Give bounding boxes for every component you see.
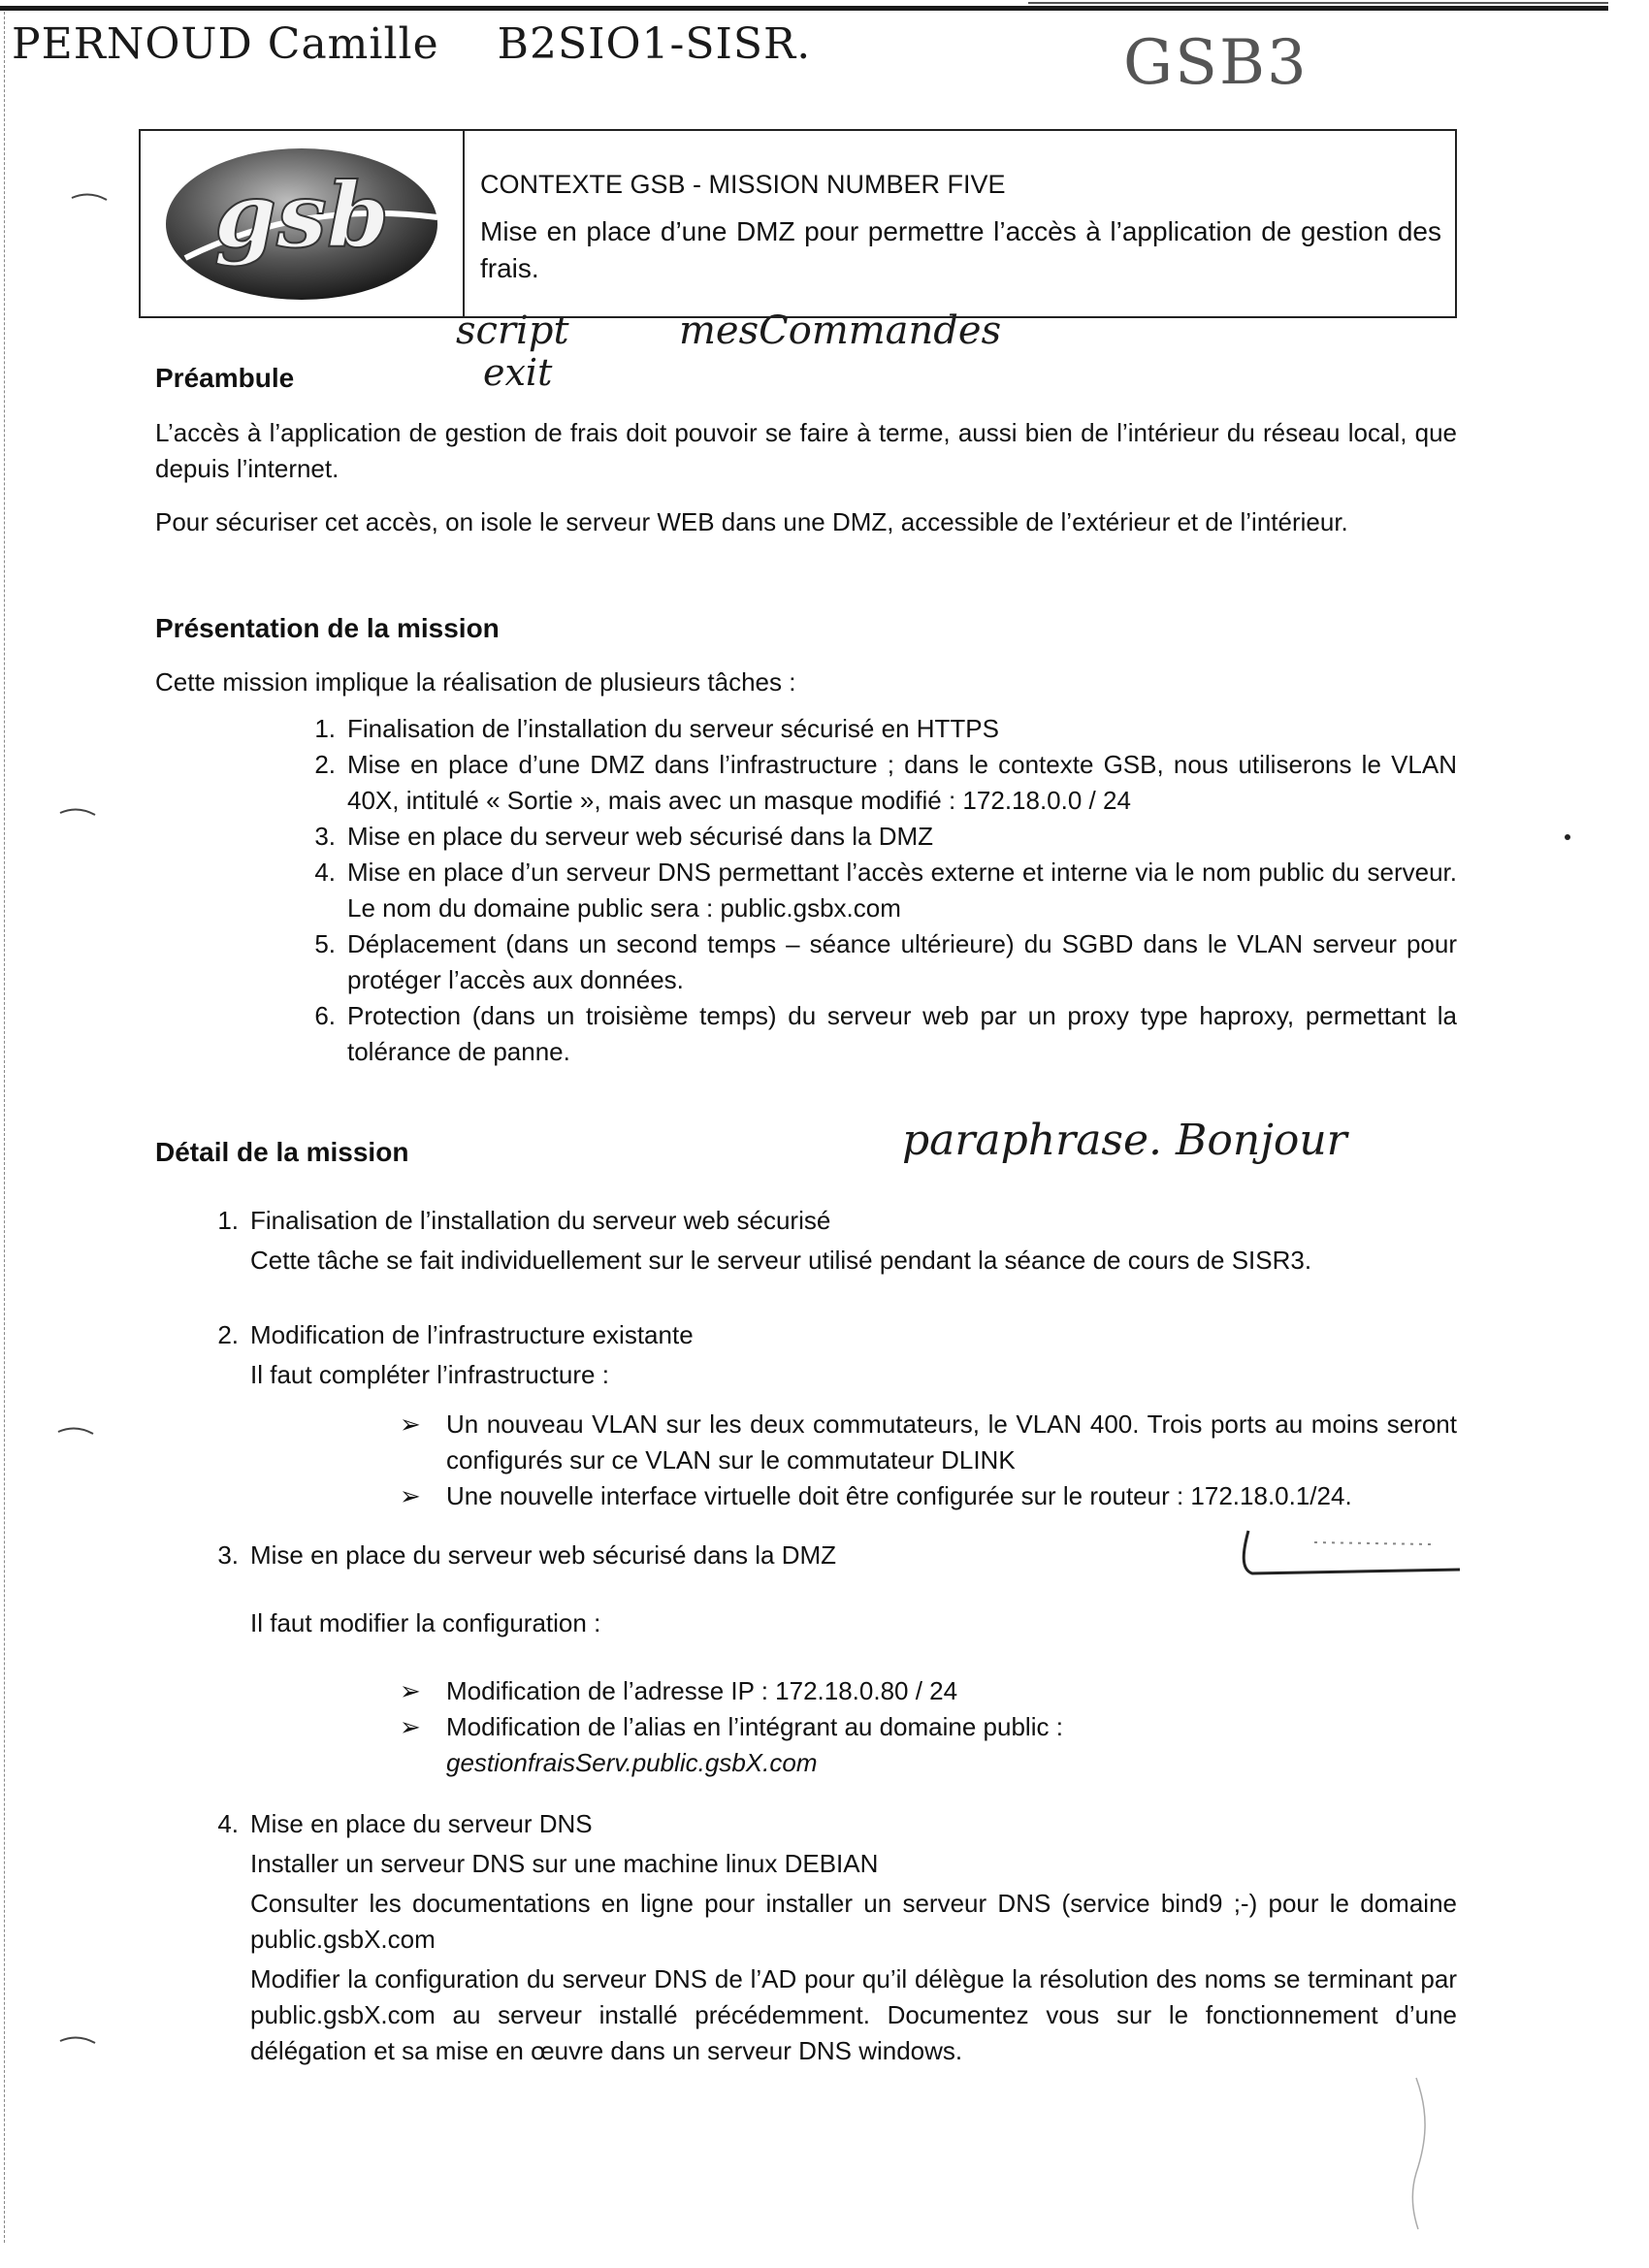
task-3-body: Il faut modifier la configuration :: [250, 1608, 601, 1637]
presentation-intro: Cette mission implique la réalisation de plusieurs tâches :: [155, 667, 796, 697]
gsb-logo-cell: [141, 131, 465, 316]
handwritten-gsb3: GSB3: [1123, 27, 1309, 99]
list-item: 2. Mise en place d’une DMZ dans l’infrastructure ; dans le contexte GSB, nous utiliserons le VLAN 40X, intitulé « Sortie », mais avec un masque modifié : 172.18.0.0 / 24: [314, 750, 1457, 815]
task-2-bullets: [400, 1407, 1457, 1514]
handwritten-exit: exit: [483, 351, 553, 394]
list-item: ➢ Modification de l’alias en l’intégrant au domaine public : gestionfraisServ.public.gsbX.com: [446, 1709, 1457, 1781]
task-4-title: Mise en place du serveur DNS: [250, 1809, 593, 1838]
list-item: ➢ Modification de l’adresse IP : 172.18.0.80 / 24: [446, 1673, 1457, 1709]
margin-tick: [56, 1424, 95, 1436]
list-item: ➢ Une nouvelle interface virtuelle doit être configurée sur le routeur : 172.18.0.1/24.: [446, 1478, 1457, 1514]
list-item: 2. Modification de l’infrastructure existante Il faut compléter l’infrastructure :: [250, 1317, 1457, 1393]
mission-subtitle: Mise en place d’une DMZ pour permettre l’accès à l’application de gestion des frais.: [480, 216, 1441, 283]
task-4-line-2: Consulter les documentations en ligne pour installer un serveur DNS (service bind9 ;-) pour le domaine public.gsbX.com: [250, 1889, 1457, 1954]
margin-tick: [58, 2033, 97, 2045]
task-2-body: Il faut compléter l’infrastructure :: [250, 1360, 609, 1389]
task-4-line-3: Modifier la configuration du serveur DNS de l’AD pour qu’il délègue la résolution des noms se terminant par public.gsbX.com au serveur installé précédemment. Documentez vous sur le fonctionnement d’une délégation et sa mise en œuvre dans un serveur DNS windows.: [250, 1964, 1457, 2065]
handwritten-paraphrase: paraphrase. Bonjour: [902, 1116, 1347, 1165]
list-item: 5. Déplacement (dans un second temps – séance ultérieure) du SGBD dans le VLAN serveur pour protéger l’accès aux données.: [314, 929, 1457, 994]
page-top-rule: [0, 6, 1608, 11]
arrow-bullet-icon: ➢: [400, 1712, 421, 1741]
arrow-bullet-icon: ➢: [400, 1409, 421, 1439]
preambule-paragraph-2: Pour sécuriser cet accès, on isole le serveur WEB dans une DMZ, accessible de l’extérieur et de l’intérieur.: [155, 507, 1348, 536]
margin-dot: [1565, 834, 1570, 840]
section-heading-presentation: Présentation de la mission: [155, 613, 500, 643]
arrow-bullet-icon: ➢: [400, 1676, 421, 1705]
handwritten-class: B2SIO1-SISR.: [497, 19, 812, 69]
list-item: 1. Finalisation de l’installation du serveur sécurisé en HTTPS: [314, 714, 999, 743]
detail-task-1: [217, 1203, 1457, 1279]
task-4-line-1: Installer un serveur DNS sur une machine linux DEBIAN: [250, 1849, 879, 1878]
list-item: 3. Mise en place du serveur web sécurisé dans la DMZ: [217, 1540, 837, 1570]
margin-tick: [70, 190, 109, 202]
scan-left-edge: [4, 12, 6, 2243]
section-heading-detail: Détail de la mission: [155, 1137, 409, 1167]
alias-value: gestionfraisServ.public.gsbX.com: [446, 1748, 818, 1777]
task-3-title: Mise en place du serveur web sécurisé dans la DMZ: [250, 1540, 837, 1570]
detail-task-4: [217, 1806, 1457, 2069]
handwritten-script: script: [456, 308, 569, 353]
list-item: 4. Mise en place du serveur DNS Installer un serveur DNS sur une machine linux DEBIAN Consulter les documentations en ligne pour installer un serveur DNS (service bind9 ;-) pour le domaine public.gsbX.com Modifier la configuration du serveur DNS de l’AD pour qu’il délègue la résolution des noms se terminant par public.gsbX.com au serveur installé précédemment. Documentez vous sur le fonctionnement d’une délégation et sa mise en œuvre dans un serveur DNS windows.: [250, 1806, 1457, 2069]
task-1-body: Cette tâche se fait individuellement sur le serveur utilisé pendant la séance de cours de SISR3.: [250, 1246, 1312, 1275]
gsb-logo-text: gsb: [213, 162, 390, 268]
list-item: ➢ Un nouveau VLAN sur les deux commutateurs, le VLAN 400. Trois ports au moins seront configurés sur ce VLAN sur le commutateur DLINK: [446, 1407, 1457, 1478]
mission-title: CONTEXTE GSB - MISSION NUMBER FIVE: [480, 170, 1006, 199]
detail-task-3: [217, 1538, 1220, 1573]
margin-tick: [58, 805, 97, 817]
list-item: 1. Finalisation de l’installation du serveur web sécurisé Cette tâche se fait individuellement sur le serveur utilisé pendant la séance de cours de SISR3.: [250, 1203, 1457, 1279]
mission-header-box: [139, 129, 1457, 318]
gsb-logo: [156, 142, 447, 307]
arrow-bullet-icon: ➢: [400, 1481, 421, 1510]
task-1-title: Finalisation de l’installation du serveur web sécurisé: [250, 1206, 831, 1235]
handwritten-commands: mesCommandes: [679, 308, 1002, 353]
list-item: 4. Mise en place d’un serveur DNS permettant l’accès externe et interne via le nom public du serveur. Le nom du domaine public sera : public.gsbx.com: [314, 858, 1457, 923]
handwritten-student-name: PERNOUD Camille B2SIO1-SISR.: [12, 19, 812, 69]
detail-task-2: [217, 1317, 1457, 1393]
handwritten-bracket-mark: [1237, 1523, 1462, 1581]
list-item: 6. Protection (dans un troisième temps) du serveur web par un proxy type haproxy, permettant la tolérance de panne.: [314, 1001, 1457, 1066]
page-top-rule-thin: [1028, 2, 1608, 4]
preambule-paragraph-1: L’accès à l’application de gestion de frais doit pouvoir se faire à terme, aussi bien de l’intérieur du réseau local, que depuis l’internet.: [155, 418, 1457, 483]
section-heading-preambule: Préambule: [155, 363, 295, 393]
task-2-title: Modification de l’infrastructure existante: [250, 1320, 694, 1349]
mission-title-cell: [465, 131, 1455, 316]
margin-pencil-stroke: [1397, 2076, 1436, 2231]
task-3-bullets: [400, 1673, 1457, 1781]
list-item: 3. Mise en place du serveur web sécurisé dans la DMZ: [314, 822, 934, 851]
presentation-task-list: [314, 711, 1457, 1070]
